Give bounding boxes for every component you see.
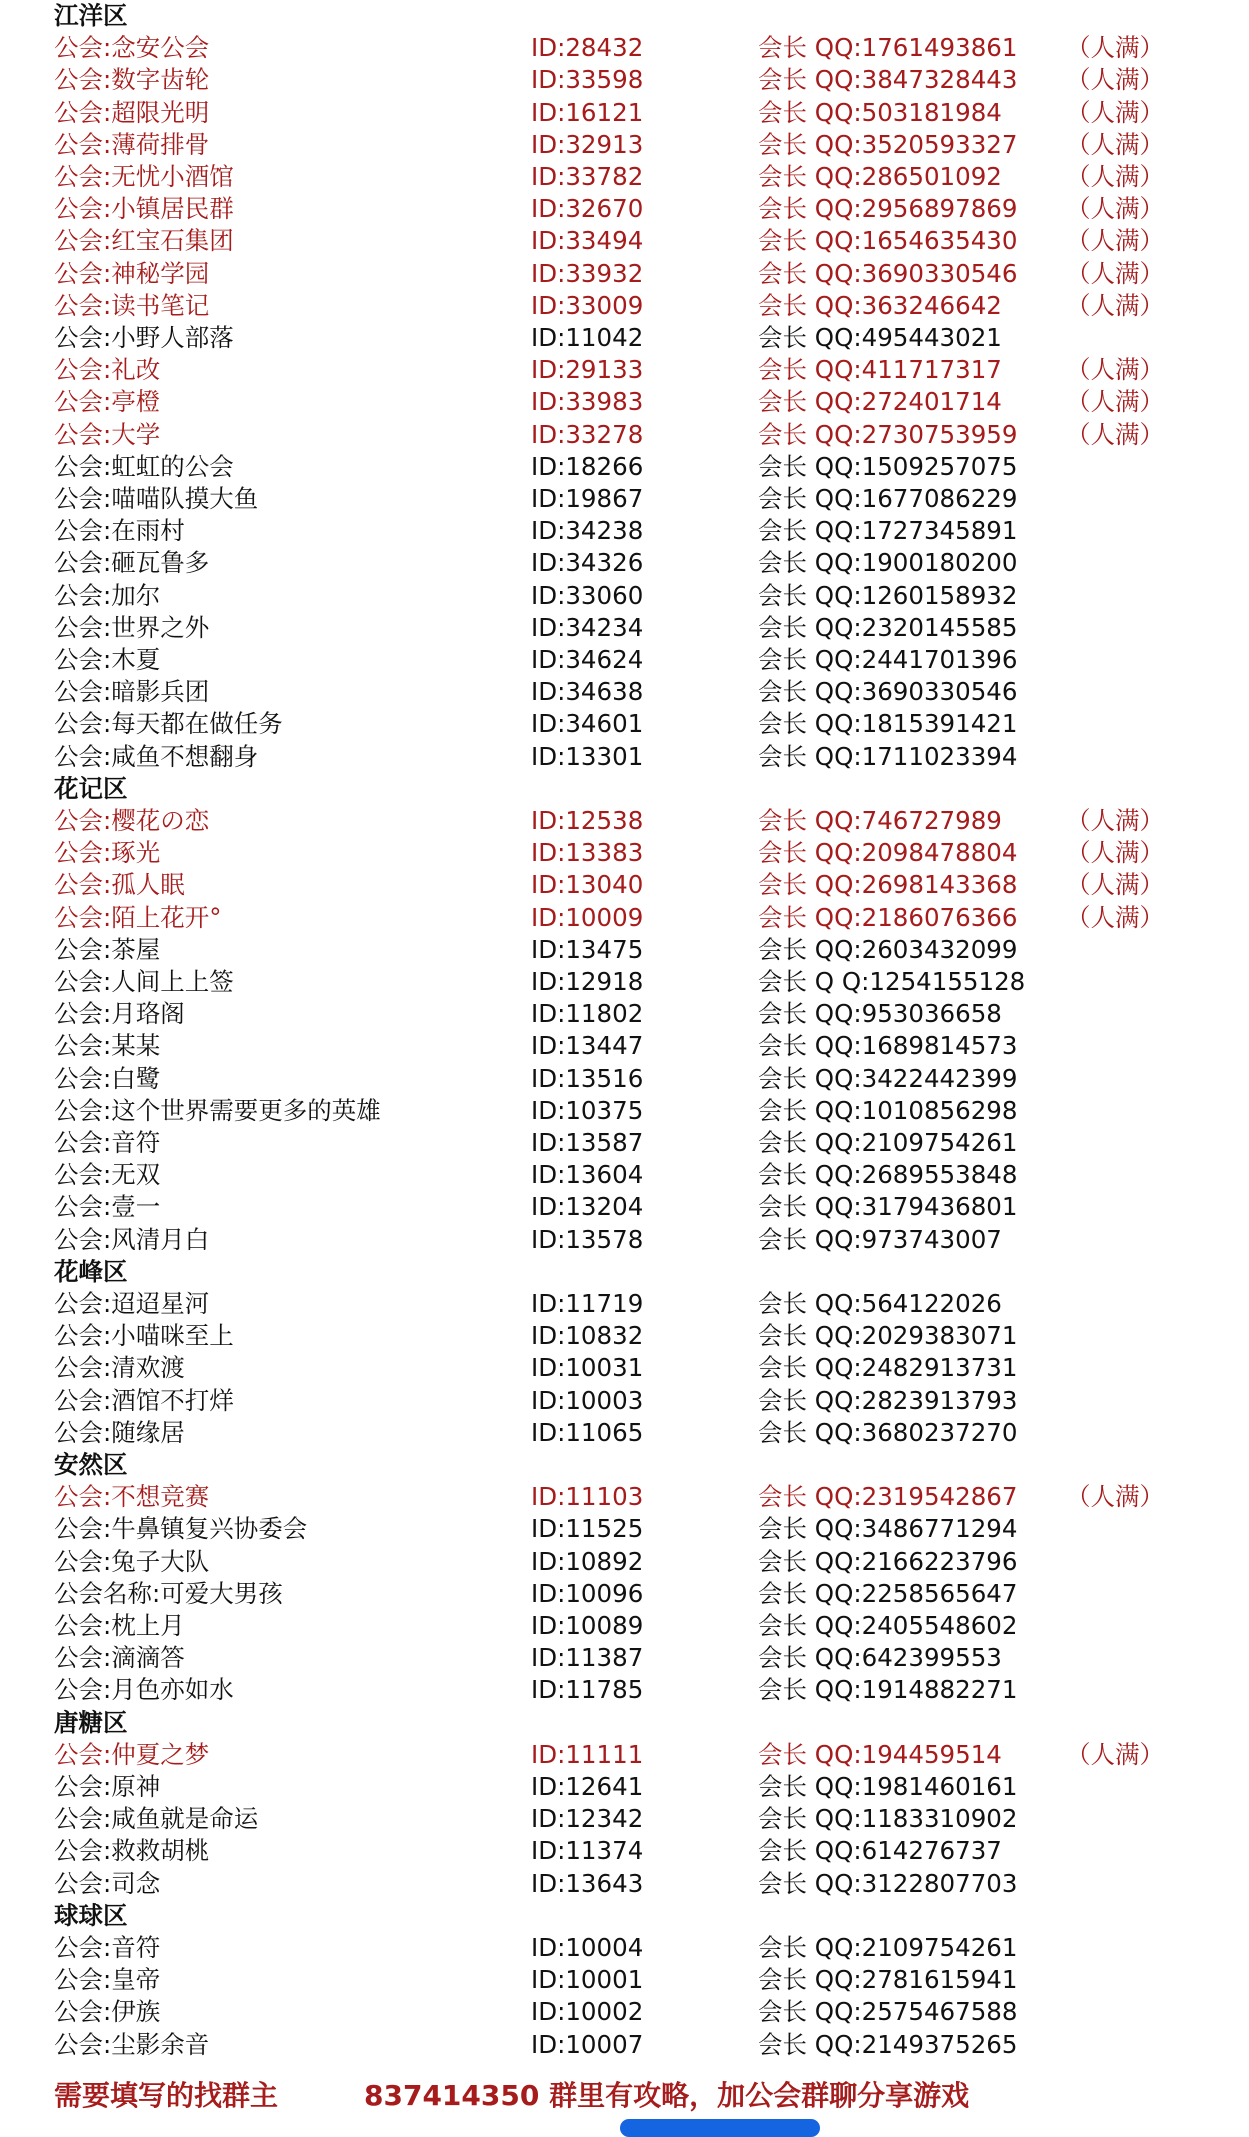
region-header bbox=[0, 1707, 1249, 1739]
guild-name: 公会:亭橙 bbox=[54, 387, 161, 417]
guild-row bbox=[0, 1771, 1249, 1803]
guild-id: ID:10096 bbox=[531, 1578, 644, 1608]
guild-row bbox=[0, 676, 1249, 708]
guild-id: ID:10002 bbox=[531, 1997, 644, 2027]
guild-name: 公会:喵喵队摸大鱼 bbox=[54, 484, 259, 513]
guild-status: （人满） bbox=[1066, 194, 1164, 224]
guild-name: 公会:伊族 bbox=[54, 1997, 161, 2027]
guild-id: ID:13204 bbox=[531, 1192, 644, 1222]
leader-qq: 会长 QQ:2698143368 bbox=[758, 870, 1018, 900]
guild-id: ID:16121 bbox=[531, 97, 644, 127]
leader-qq: 会长 QQ:2029383071 bbox=[758, 1321, 1018, 1351]
region-header bbox=[0, 1256, 1249, 1288]
guild-name: 公会:尘影余音 bbox=[54, 2029, 210, 2059]
guild-id: ID:11111 bbox=[531, 1739, 644, 1769]
guild-name: 公会:加尔 bbox=[54, 580, 161, 610]
guild-id: ID:12538 bbox=[531, 806, 644, 835]
guild-name: 公会:枕上月 bbox=[54, 1611, 185, 1640]
guild-name: 公会:皇帝 bbox=[54, 1965, 161, 1995]
guild-id: ID:34326 bbox=[531, 548, 644, 578]
guild-row bbox=[0, 1642, 1249, 1674]
guild-row bbox=[0, 64, 1249, 96]
region-title: 花记区 bbox=[54, 773, 128, 803]
region-title: 江洋区 bbox=[54, 1, 128, 30]
guild-name: 公会:念安公会 bbox=[54, 33, 210, 63]
guild-status: （人满） bbox=[1066, 1482, 1164, 1512]
guild-id: ID:11103 bbox=[531, 1482, 644, 1512]
region-header bbox=[0, 773, 1249, 805]
leader-qq: 会长 QQ:2956897869 bbox=[758, 194, 1018, 224]
guild-id: ID:10892 bbox=[531, 1546, 644, 1576]
leader-qq: 会长 QQ:1010856298 bbox=[758, 1095, 1018, 1125]
guild-status: （人满） bbox=[1066, 129, 1164, 159]
guild-name: 公会:世界之外 bbox=[54, 612, 210, 642]
guild-id: ID:13587 bbox=[531, 1128, 644, 1157]
guild-name: 公会:不想竞赛 bbox=[54, 1482, 210, 1512]
leader-qq: 会长 QQ:1981460161 bbox=[758, 1772, 1018, 1801]
guild-row bbox=[0, 1385, 1249, 1417]
guild-id: ID:10003 bbox=[531, 1385, 644, 1415]
guild-id: ID:13447 bbox=[531, 1031, 644, 1061]
guild-id: ID:34638 bbox=[531, 677, 644, 707]
leader-qq: 会长 QQ:2730753959 bbox=[758, 419, 1018, 449]
guild-name: 公会:每天都在做任务 bbox=[54, 709, 283, 739]
guild-row bbox=[0, 1610, 1249, 1642]
guild-row bbox=[0, 1868, 1249, 1900]
guild-name: 公会:读书笔记 bbox=[54, 290, 210, 320]
guild-row bbox=[0, 354, 1249, 386]
guild-id: ID:11719 bbox=[531, 1289, 644, 1318]
guild-status: （人满） bbox=[1066, 290, 1164, 320]
leader-qq: 会长 QQ:1677086229 bbox=[758, 484, 1018, 513]
guild-name: 公会:风清月白 bbox=[54, 1224, 210, 1254]
guild-id: ID:13301 bbox=[531, 741, 644, 771]
guild-id: ID:10089 bbox=[531, 1611, 644, 1640]
guild-row bbox=[0, 708, 1249, 740]
leader-qq: 会长 QQ:1509257075 bbox=[758, 451, 1018, 481]
guild-row bbox=[0, 1481, 1249, 1513]
guild-id: ID:13040 bbox=[531, 870, 644, 900]
guild-name: 公会:音符 bbox=[54, 1933, 161, 1962]
guild-id: ID:18266 bbox=[531, 451, 644, 481]
leader-qq: 会长 QQ:2823913793 bbox=[758, 1385, 1018, 1415]
guild-status: （人满） bbox=[1066, 33, 1164, 63]
guild-row bbox=[0, 1352, 1249, 1384]
guild-row bbox=[0, 1674, 1249, 1706]
guild-name: 公会:超限光明 bbox=[54, 97, 210, 127]
leader-qq: 会长 QQ:2319542867 bbox=[758, 1482, 1018, 1512]
guild-name: 公会:孤人眠 bbox=[54, 870, 185, 900]
leader-qq: 会长 QQ:2098478804 bbox=[758, 838, 1018, 868]
guild-id: ID:11374 bbox=[531, 1836, 644, 1866]
guild-status: （人满） bbox=[1066, 355, 1164, 385]
leader-qq: 会长 QQ:286501092 bbox=[758, 162, 1002, 191]
leader-qq: 会长 QQ:194459514 bbox=[758, 1739, 1002, 1769]
guild-id: ID:29133 bbox=[531, 355, 644, 385]
leader-qq: 会长 QQ:2320145585 bbox=[758, 612, 1018, 642]
guild-id: ID:11802 bbox=[531, 999, 644, 1029]
leader-qq: 会长 QQ:1914882271 bbox=[758, 1675, 1018, 1705]
guild-name: 公会:原神 bbox=[54, 1772, 161, 1801]
leader-qq: 会长 QQ:2149375265 bbox=[758, 2029, 1018, 2059]
guild-id: ID:12641 bbox=[531, 1772, 644, 1801]
guild-status: （人满） bbox=[1066, 838, 1164, 868]
guild-row bbox=[0, 161, 1249, 193]
leader-qq: 会长 QQ:3680237270 bbox=[758, 1417, 1018, 1447]
leader-qq: 会长 QQ:1711023394 bbox=[758, 741, 1018, 771]
guild-id: ID:33278 bbox=[531, 419, 644, 449]
guild-name: 公会:陌上花开° bbox=[54, 902, 222, 932]
guild-row bbox=[0, 515, 1249, 547]
leader-qq: 会长 QQ:1900180200 bbox=[758, 548, 1018, 578]
guild-id: ID:13643 bbox=[531, 1868, 644, 1898]
leader-qq: 会长 QQ:1654635430 bbox=[758, 226, 1018, 256]
guild-id: ID:10001 bbox=[531, 1965, 644, 1995]
guild-row bbox=[0, 1320, 1249, 1352]
guild-name: 公会:清欢渡 bbox=[54, 1353, 185, 1383]
guild-id: ID:34624 bbox=[531, 645, 644, 674]
guild-status: （人满） bbox=[1066, 870, 1164, 900]
leader-qq: 会长 QQ:2482913731 bbox=[758, 1353, 1018, 1383]
guild-id: ID:10004 bbox=[531, 1933, 644, 1962]
guild-row bbox=[0, 32, 1249, 64]
guild-row bbox=[0, 1191, 1249, 1223]
leader-qq: 会长 Q Q:1254155128 bbox=[758, 967, 1026, 996]
leader-qq: 会长 QQ:363246642 bbox=[758, 290, 1002, 320]
guild-row bbox=[0, 805, 1249, 837]
guild-name: 公会:月珞阁 bbox=[54, 999, 185, 1029]
region-title: 安然区 bbox=[54, 1450, 128, 1479]
guild-name: 公会:人间上上签 bbox=[54, 967, 234, 996]
guild-row bbox=[0, 1159, 1249, 1191]
leader-qq: 会长 QQ:953036658 bbox=[758, 999, 1002, 1029]
guild-name: 公会:司念 bbox=[54, 1868, 161, 1898]
guild-row bbox=[0, 1030, 1249, 1062]
guild-row bbox=[0, 934, 1249, 966]
guild-row bbox=[0, 612, 1249, 644]
guild-name: 公会:大学 bbox=[54, 419, 161, 449]
guild-name: 公会:月色亦如水 bbox=[54, 1675, 234, 1705]
leader-qq: 会长 QQ:564122026 bbox=[758, 1289, 1002, 1318]
guild-id: ID:10007 bbox=[531, 2029, 644, 2059]
leader-qq: 会长 QQ:3179436801 bbox=[758, 1192, 1018, 1222]
guild-name: 公会:无双 bbox=[54, 1160, 161, 1190]
guild-id: ID:11042 bbox=[531, 323, 644, 352]
leader-qq: 会长 QQ:495443021 bbox=[758, 323, 1002, 352]
guild-row bbox=[0, 1546, 1249, 1578]
guild-row bbox=[0, 1578, 1249, 1610]
guild-name: 公会:迢迢星河 bbox=[54, 1289, 210, 1318]
guild-row bbox=[0, 1127, 1249, 1159]
guild-name: 公会:虹虹的公会 bbox=[54, 451, 234, 481]
guild-name: 公会:咸鱼不想翻身 bbox=[54, 741, 259, 771]
guild-name: 公会:白鹭 bbox=[54, 1063, 161, 1093]
guild-row bbox=[0, 547, 1249, 579]
guild-row bbox=[0, 290, 1249, 322]
leader-qq: 会长 QQ:2258565647 bbox=[758, 1578, 1018, 1608]
guild-name: 公会:救救胡桃 bbox=[54, 1836, 210, 1866]
guild-name: 公会:仲夏之梦 bbox=[54, 1739, 210, 1769]
guild-id: ID:33060 bbox=[531, 580, 644, 610]
guild-row bbox=[0, 386, 1249, 418]
guild-row bbox=[0, 1932, 1249, 1964]
guild-row bbox=[0, 1996, 1249, 2028]
guild-name: 公会:牛鼻镇复兴协委会 bbox=[54, 1514, 308, 1544]
guild-name: 公会:小镇居民群 bbox=[54, 194, 234, 224]
leader-qq: 会长 QQ:2109754261 bbox=[758, 1128, 1018, 1157]
guild-status: （人满） bbox=[1066, 806, 1164, 835]
guild-row bbox=[0, 451, 1249, 483]
guild-status: （人满） bbox=[1066, 226, 1164, 256]
guild-id: ID:10031 bbox=[531, 1353, 644, 1383]
guild-name: 公会:酒馆不打烊 bbox=[54, 1385, 234, 1415]
leader-qq: 会长 QQ:2166223796 bbox=[758, 1546, 1018, 1576]
guild-row bbox=[0, 1513, 1249, 1545]
leader-qq: 会长 QQ:3520593327 bbox=[758, 129, 1018, 159]
guild-row bbox=[0, 837, 1249, 869]
guild-name: 公会:薄荷排骨 bbox=[54, 129, 210, 159]
leader-qq: 会长 QQ:2575467588 bbox=[758, 1997, 1018, 2027]
guild-name: 公会名称:可爱大男孩 bbox=[54, 1578, 283, 1608]
leader-qq: 会长 QQ:1815391421 bbox=[758, 709, 1018, 739]
guild-row bbox=[0, 1835, 1249, 1867]
guild-name: 公会:这个世界需要更多的英雄 bbox=[54, 1095, 381, 1125]
guild-name: 公会:暗影兵团 bbox=[54, 677, 210, 707]
footer-left-text: 需要填写的找群主 bbox=[54, 2079, 279, 2112]
guild-id: ID:34601 bbox=[531, 709, 644, 739]
leader-qq: 会长 QQ:2186076366 bbox=[758, 902, 1018, 932]
guild-row bbox=[0, 419, 1249, 451]
guild-name: 公会:咸鱼就是命运 bbox=[54, 1804, 259, 1834]
guild-id: ID:33598 bbox=[531, 65, 644, 95]
leader-qq: 会长 QQ:1183310902 bbox=[758, 1804, 1018, 1834]
guild-id: ID:13578 bbox=[531, 1224, 644, 1254]
guild-name: 公会:随缘居 bbox=[54, 1417, 185, 1447]
guild-row bbox=[0, 1224, 1249, 1256]
guild-id: ID:11065 bbox=[531, 1417, 644, 1447]
region-title: 唐糖区 bbox=[54, 1707, 128, 1737]
leader-qq: 会长 QQ:3690330546 bbox=[758, 677, 1018, 707]
guild-row bbox=[0, 580, 1249, 612]
guild-status: （人满） bbox=[1066, 258, 1164, 288]
leader-qq: 会长 QQ:3486771294 bbox=[758, 1514, 1018, 1544]
region-header bbox=[0, 1449, 1249, 1481]
guild-id: ID:11525 bbox=[531, 1514, 644, 1544]
guild-row bbox=[0, 1739, 1249, 1771]
guild-row bbox=[0, 1288, 1249, 1320]
guild-id: ID:33983 bbox=[531, 387, 644, 417]
leader-qq: 会长 QQ:3690330546 bbox=[758, 258, 1018, 288]
guild-name: 公会:无忧小酒馆 bbox=[54, 162, 234, 191]
leader-qq: 会长 QQ:3422442399 bbox=[758, 1063, 1018, 1093]
guild-id: ID:28432 bbox=[531, 33, 644, 63]
guild-id: ID:33494 bbox=[531, 226, 644, 256]
guild-row bbox=[0, 97, 1249, 129]
guild-id: ID:12918 bbox=[531, 967, 644, 996]
guild-name: 公会:在雨村 bbox=[54, 516, 185, 546]
region-header bbox=[0, 0, 1249, 32]
guild-id: ID:13516 bbox=[531, 1063, 644, 1093]
guild-id: ID:10832 bbox=[531, 1321, 644, 1351]
leader-qq: 会长 QQ:1260158932 bbox=[758, 580, 1018, 610]
guild-id: ID:33009 bbox=[531, 290, 644, 320]
leader-qq: 会长 QQ:614276737 bbox=[758, 1836, 1002, 1866]
guild-name: 公会:某某 bbox=[54, 1031, 161, 1061]
leader-qq: 会长 QQ:973743007 bbox=[758, 1224, 1002, 1254]
guild-id: ID:19867 bbox=[531, 484, 644, 513]
guild-name: 公会:滴滴答 bbox=[54, 1643, 185, 1673]
guild-row bbox=[0, 998, 1249, 1030]
leader-qq: 会长 QQ:3847328443 bbox=[758, 65, 1018, 95]
guild-id: ID:13604 bbox=[531, 1160, 644, 1190]
guild-id: ID:11387 bbox=[531, 1643, 644, 1673]
guild-name: 公会:茶屋 bbox=[54, 934, 161, 964]
guild-row bbox=[0, 483, 1249, 515]
guild-row bbox=[0, 1964, 1249, 1996]
region-header bbox=[0, 1900, 1249, 1932]
guild-row bbox=[0, 1063, 1249, 1095]
guild-id: ID:33782 bbox=[531, 162, 644, 191]
guild-row bbox=[0, 1417, 1249, 1449]
guild-row bbox=[0, 966, 1249, 998]
guild-id: ID:32913 bbox=[531, 129, 644, 159]
leader-qq: 会长 QQ:2603432099 bbox=[758, 934, 1018, 964]
guild-status: （人满） bbox=[1066, 387, 1164, 417]
guild-status: （人满） bbox=[1066, 65, 1164, 95]
guild-id: ID:13475 bbox=[531, 934, 644, 964]
guild-status: （人满） bbox=[1066, 902, 1164, 932]
guild-row bbox=[0, 129, 1249, 161]
guild-row bbox=[0, 902, 1249, 934]
guild-name: 公会:音符 bbox=[54, 1128, 161, 1157]
guild-row bbox=[0, 644, 1249, 676]
guild-id: ID:33932 bbox=[531, 258, 644, 288]
guild-name: 公会:礼改 bbox=[54, 355, 161, 385]
guild-name: 公会:壹一 bbox=[54, 1192, 161, 1222]
guild-id: ID:12342 bbox=[531, 1804, 644, 1834]
guild-name: 公会:神秘学园 bbox=[54, 258, 210, 288]
region-title: 球球区 bbox=[54, 1900, 128, 1930]
footer-right-text: 837414350 群里有攻略，加公会群聊分享游戏 bbox=[364, 2079, 970, 2112]
guild-row bbox=[0, 1803, 1249, 1835]
leader-qq: 会长 QQ:503181984 bbox=[758, 97, 1002, 127]
leader-qq: 会长 QQ:2405548602 bbox=[758, 1611, 1018, 1640]
leader-qq: 会长 QQ:2441701396 bbox=[758, 645, 1018, 674]
guild-id: ID:34238 bbox=[531, 516, 644, 546]
guild-id: ID:32670 bbox=[531, 194, 644, 224]
guild-name: 公会:小野人部落 bbox=[54, 323, 234, 352]
guild-id: ID:34234 bbox=[531, 612, 644, 642]
guild-row bbox=[0, 322, 1249, 354]
guild-status: （人满） bbox=[1066, 162, 1164, 191]
leader-qq: 会长 QQ:642399553 bbox=[758, 1643, 1002, 1673]
guild-id: ID:10009 bbox=[531, 902, 644, 932]
leader-qq: 会长 QQ:2781615941 bbox=[758, 1965, 1018, 1995]
leader-qq: 会长 QQ:1761493861 bbox=[758, 33, 1018, 63]
guild-status: （人满） bbox=[1066, 1739, 1164, 1769]
guild-row bbox=[0, 225, 1249, 257]
guild-name: 公会:小喵咪至上 bbox=[54, 1321, 234, 1351]
guild-name: 公会:兔子大队 bbox=[54, 1546, 210, 1576]
guild-name: 公会:樱花の恋 bbox=[54, 806, 210, 835]
guild-name: 公会:红宝石集团 bbox=[54, 226, 234, 256]
leader-qq: 会长 QQ:411717317 bbox=[758, 355, 1002, 385]
guild-row bbox=[0, 869, 1249, 901]
guild-id: ID:10375 bbox=[531, 1095, 644, 1125]
leader-qq: 会长 QQ:746727989 bbox=[758, 806, 1002, 835]
guild-id: ID:11785 bbox=[531, 1675, 644, 1705]
guild-row bbox=[0, 2029, 1249, 2061]
guild-name: 公会:琢光 bbox=[54, 838, 161, 868]
leader-qq: 会长 QQ:272401714 bbox=[758, 387, 1002, 417]
region-title: 花峰区 bbox=[54, 1256, 128, 1286]
leader-qq: 会长 QQ:1727345891 bbox=[758, 516, 1018, 546]
guild-status: （人满） bbox=[1066, 97, 1164, 127]
guild-id: ID:13383 bbox=[531, 838, 644, 868]
leader-qq: 会长 QQ:2689553848 bbox=[758, 1160, 1018, 1190]
guild-name: 公会:木夏 bbox=[54, 645, 161, 674]
leader-qq: 会长 QQ:3122807703 bbox=[758, 1868, 1018, 1898]
guild-row bbox=[0, 1095, 1249, 1127]
leader-qq: 会长 QQ:1689814573 bbox=[758, 1031, 1018, 1061]
guild-status: （人满） bbox=[1066, 419, 1164, 449]
guild-name: 公会:数字齿轮 bbox=[54, 65, 210, 95]
home-indicator bbox=[620, 2119, 820, 2137]
guild-row bbox=[0, 258, 1249, 290]
guild-row bbox=[0, 741, 1249, 773]
guild-row bbox=[0, 193, 1249, 225]
guild-name: 公会:砸瓦鲁多 bbox=[54, 548, 210, 578]
leader-qq: 会长 QQ:2109754261 bbox=[758, 1933, 1018, 1962]
